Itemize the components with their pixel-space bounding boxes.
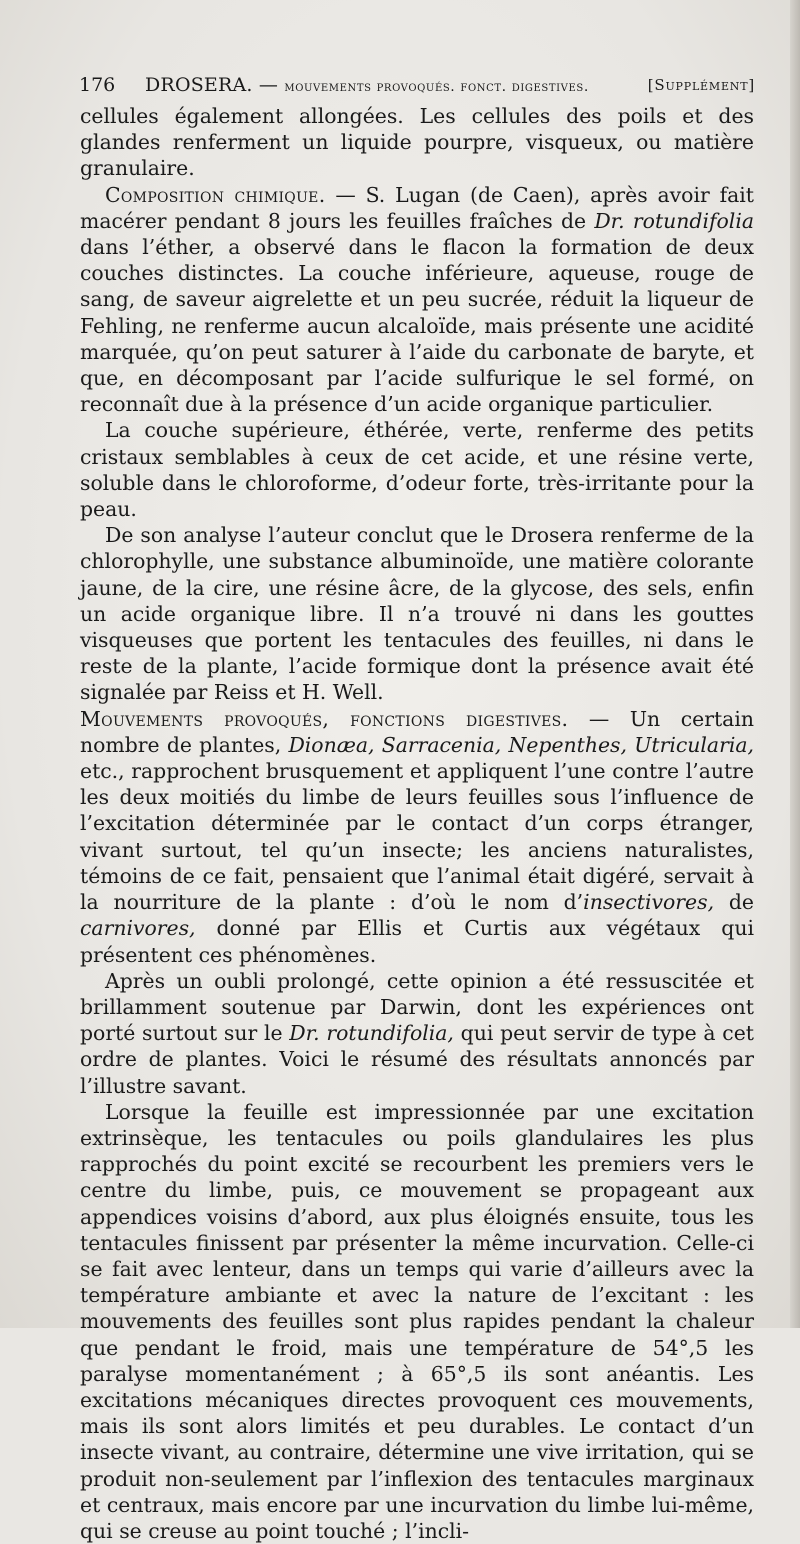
running-subtitle: mouvements provoqués. fonct. digestives.	[284, 79, 589, 95]
paragraph-3: La couche supérieure, éthérée, verte, renferme des petits cristaux semblables à ceux de cet acide, et une résine verte, soluble dans le chloroforme, d’odeur forte, très-irritante pour la peau.	[80, 418, 754, 522]
text-run: qui peut servir de type à cet ordre de plantes. Voici le résumé des résultats annoncés par l’illustre savant.	[80, 1021, 754, 1098]
section-heading-movements: Mouvements provoqués, fonctions digestives.	[80, 706, 569, 731]
running-header	[79, 70, 755, 100]
text-run: — S. Lugan (de Caen), après avoir fait macérer pendant 8 jours les feuilles fraîches de	[80, 182, 754, 233]
section-label: [Supplément]	[647, 76, 755, 94]
text-run: de	[714, 890, 754, 915]
section-heading-composition: Composition chimique.	[105, 182, 326, 207]
paragraph-6	[80, 968, 754, 1099]
running-title	[145, 70, 589, 102]
species-name: Dr. rotundifolia,	[289, 1021, 454, 1046]
text-run: — Un certain nombre de plantes,	[80, 706, 754, 757]
page-edge	[790, 0, 800, 1328]
paragraph-7: Lorsque la feuille est impressionnée par une excitation extrinsèque, les tentacules ou poils glandulaires les plus rapprochés du point excité se recourbent les premiers vers le centre du limbe, puis, ce mouvement se propageant aux appendices voisins d’abord, aux plus éloignés ensuite, tous les tentacules finissent par présenter la même incurvation. Celle-ci se fait avec lenteur, dans un temps qui varie d’ailleurs avec la température ambiante et avec la nature de l’excitant : les mouvements des feuilles sont plus rapides pendant la chaleur que pendant le froid, mais une température de 54°,5 les paralyse momentanément ; à 65°,5 ils sont anéantis. Les excitations mécaniques directes provoquent ces mouvements, mais ils sont alors limités et peu durables. Le contact d’un insecte vivant, au contraire, détermine une vive irritation, qui se produit non-seulement par l’inflexion des tentacules marginaux et centraux, mais encore par une incurvation du limbe lui-même, qui se creuse au point touché ; l’incli-	[80, 1099, 754, 1543]
paragraph-composition	[80, 182, 754, 418]
term-insectivores: insectivores,	[583, 890, 715, 915]
paragraph-1: cellules également allongées. Les cellules des poils et des glandes renferment un liquide pourpre, visqueux, ou matière granulaire.	[80, 104, 754, 181]
term-carnivores: carnivores,	[80, 916, 196, 941]
genus-list: Dionæa, Sarracenia, Nepenthes, Utricularia,	[288, 732, 754, 757]
text-run: dans l’éther, a observé dans le flacon la formation de deux couches distinctes. La couche inférieure, aqueuse, rouge de sang, de saveur aigrelette et un peu sucrée, réduit la liqueur de Fehling, ne renferme aucun alcaloïde, mais présente une acidité marquée, qu’on peut saturer à l’aide du carbonate de baryte, et que, en décomposant par l’acide sulfurique le sel formé, on reconnaît due à la présence d’un acide organique particulier.	[80, 235, 754, 417]
text-run: donné par Ellis et Curtis aux végétaux qui présentent ces phénomènes.	[80, 916, 754, 967]
paragraph-4: De son analyse l’auteur conclut que le Drosera renferme de la chlorophylle, une substance albuminoïde, une matière colorante jaune, de la cire, une résine âcre, de la glycose, des sels, enfin un acide organique libre. Il n’a trouvé ni dans les gouttes visqueuses que portent les tentacules des feuilles, ni dans le reste de la plante, l’acide formique dont la présence avait été signalée par Reiss et H. Well.	[80, 523, 754, 705]
running-title-main: DROSERA. —	[145, 74, 279, 96]
text-run: etc., rapprochent brusquement et appliquent l’une contre l’autre les deux moitiés du limbe de leurs feuilles sous l’influence de l’excitation déterminée par le contact d’un corps étranger, vivant surtout, tel qu’un insecte; les anciens naturalistes, témoins de ce fait, pensaient que l’animal était digéré, servait à la nourriture de la plante : d’où le nom d’	[80, 759, 754, 915]
species-name: Dr. rotundifolia	[594, 208, 754, 233]
paragraph-movements	[80, 706, 754, 968]
text-run: Après un oubli prolongé, cette opinion a été ressuscitée et brillamment soutenue par Darwin, dont les expériences ont porté surtout sur le	[80, 968, 754, 1046]
page-number: 176	[79, 74, 116, 96]
